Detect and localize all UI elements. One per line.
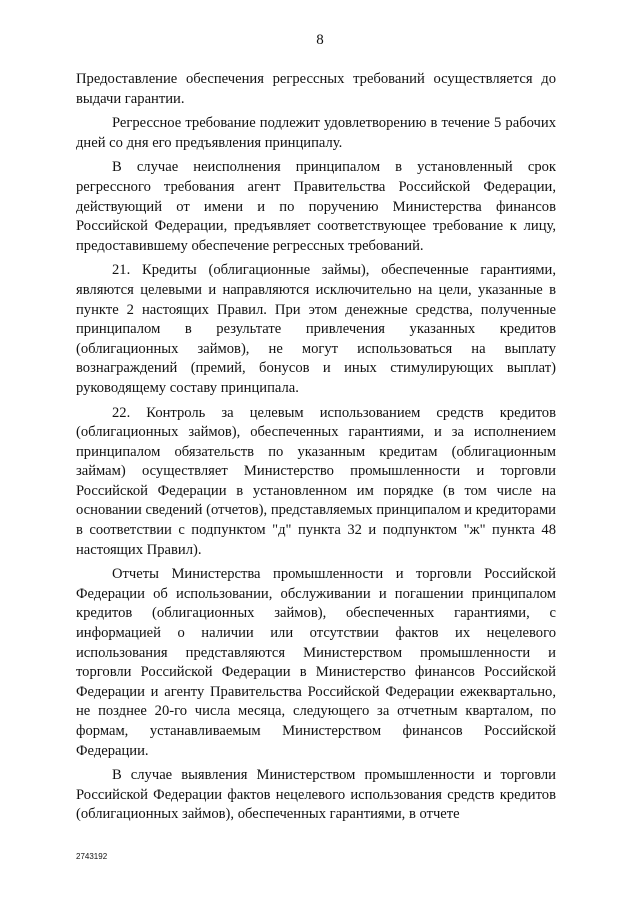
paragraph-7: В случае выявления Министерством промышленности и торговли Российской Федерации фактов нецелевого использования средств кредитов (облигационных займов), обеспеченных гарантиями, в отчете: [76, 767, 556, 823]
document-body: [76, 70, 556, 830]
document-code: 2743192: [76, 852, 108, 861]
paragraph-4: 21. Кредиты (облигационные займы), обеспеченные гарантиями, являются целевыми и направляются исключительно на цели, указанные в пункте 2 настоящих Правил. При этом денежные средства, полученные принципалом в результате привлечения указанных кредитов (облигационных займов), не могут использоваться на выплату вознаграждений (премий, бонусов и иных стимулирующих выплат) руководящему составу принципала.: [76, 262, 556, 396]
paragraph-2: Регрессное требование подлежит удовлетворению в течение 5 рабочих дней со дня его предъявления принципалу.: [76, 115, 556, 151]
paragraph-6: Отчеты Министерства промышленности и торговли Российской Федерации об использовании, обслуживании и погашении принципалом кредитов (облигационных займов), обеспеченных гарантиями, с информацией о наличии или отсутствии фактов их нецелевого использования представляются Министерством промышленности и торговли Российской Федерации в Министерство финансов Российской Федерации и агенту Правительства Российской Федерации ежеквартально, не позднее 20-го числа месяца, следующего за отчетным кварталом, по формам, устанавливаемым Министерством финансов Российской Федерации.: [76, 566, 556, 759]
paragraph-1: Предоставление обеспечения регрессных требований осуществляется до выдачи гарантии.: [76, 71, 556, 107]
page-number: 8: [316, 32, 324, 48]
paragraph-5: 22. Контроль за целевым использованием средств кредитов (облигационных займов), обеспеченных гарантиями, и за исполнением принципалом обязательств по указанным кредитам (облигационным займам) осуществляет Министерство промышленности и торговли Российской Федерации в установленном им порядке (в том числе на основании сведений (отчетов), представляемых принципалом и кредиторами в соответствии с подпунктом "д" пункта 32 и подпунктом "ж" пункта 48 настоящих Правил).: [76, 404, 556, 558]
paragraph-3: В случае неисполнения принципалом в установленный срок регрессного требования агент Правительства Российской Федерации, действующий от имени и по поручению Министерства финансов Российской Федерации, предъявляет соответствующее требование к лицу, предоставившему обеспечение регрессных требований.: [76, 159, 556, 254]
